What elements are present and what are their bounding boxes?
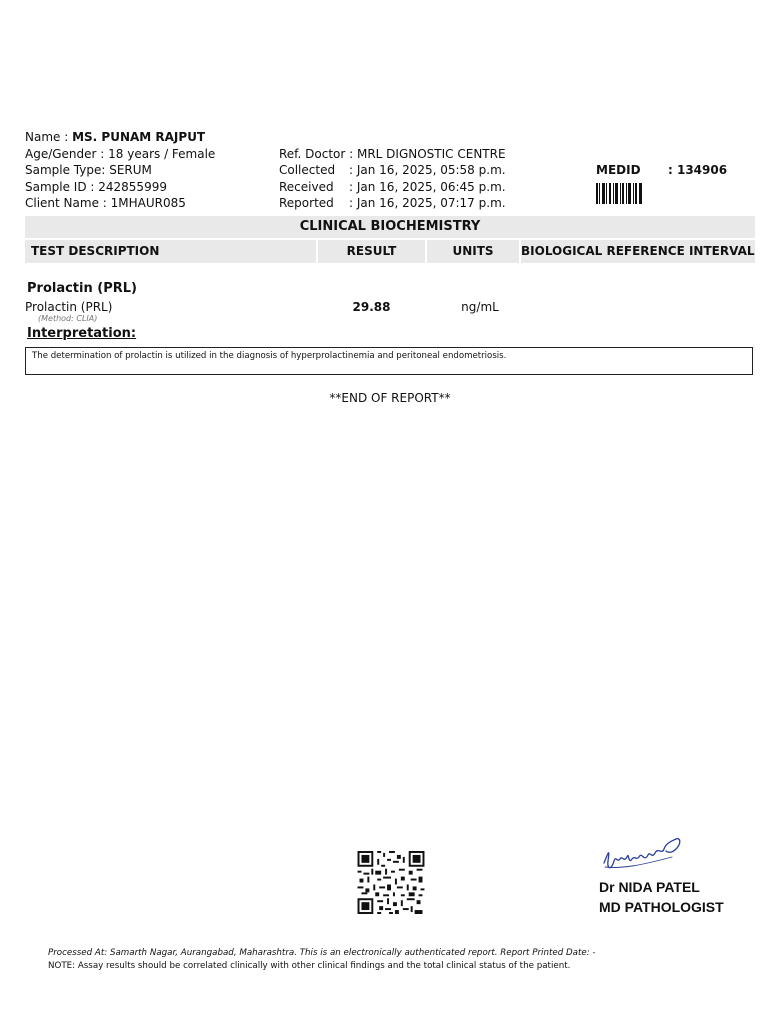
sample-type: Sample Type: SERUM: [25, 163, 152, 177]
test-name: Prolactin (PRL): [25, 300, 113, 314]
signatory-name: Dr NIDA PATEL: [599, 879, 700, 895]
header-test-description: TEST DESCRIPTION: [25, 240, 316, 263]
client-name: Client Name : 1MHAUR085: [25, 196, 186, 210]
end-of-report: **END OF REPORT**: [329, 391, 451, 405]
collected-label: Collected: [279, 163, 336, 177]
sample-id: Sample ID : 242855999: [25, 180, 167, 194]
section-title: CLINICAL BIOCHEMISTRY: [299, 219, 481, 234]
interpretation-box: [25, 347, 753, 375]
reported-row: [279, 196, 506, 210]
medid-label: MEDID: [596, 163, 641, 177]
patient-name-row: [25, 130, 205, 144]
qr-code-icon: [357, 851, 425, 914]
received-row: [279, 180, 506, 194]
patient-name: MS. PUNAM RAJPUT: [72, 130, 206, 144]
medid-value: : 134906: [668, 163, 728, 177]
footer-processed: Processed At: Samarth Nagar, Aurangabad, Maharashtra. This is an electronically authenticated report. Report Printed Date: -: [48, 948, 596, 958]
footer-note: NOTE: Assay results should be correlated clinically with other clinical findings and the total clinical status of the patient.: [48, 961, 571, 971]
test-group-title: Prolactin (PRL): [27, 281, 137, 296]
reported-value: : Jan 16, 2025, 07:17 p.m.: [349, 196, 506, 210]
interpretation-heading: Interpretation:: [27, 326, 137, 341]
test-result: 29.88: [352, 300, 391, 314]
collected-value: : Jan 16, 2025, 05:58 p.m.: [349, 163, 506, 177]
header-units: UNITS: [427, 240, 519, 263]
patient-name-label: Name :: [25, 130, 69, 144]
interpretation-text: The determination of prolactin is utilized in the diagnosis of hyperprolactinemia and peritoneal endometriosis.: [32, 351, 507, 361]
received-label: Received: [279, 180, 334, 194]
signatory-title: MD PATHOLOGIST: [599, 899, 724, 915]
age-gender: Age/Gender : 18 years / Female: [25, 147, 216, 161]
test-method: (Method: CLIA): [38, 314, 98, 323]
header-result: RESULT: [318, 240, 425, 263]
collected-row: [279, 163, 506, 177]
received-value: : Jan 16, 2025, 06:45 p.m.: [349, 180, 506, 194]
header-reference-interval: BIOLOGICAL REFERENCE INTERVAL: [521, 240, 755, 263]
barcode-icon: [596, 183, 642, 204]
reported-label: Reported: [279, 196, 334, 210]
signature-image: [602, 833, 686, 879]
test-units: ng/mL: [461, 300, 499, 314]
ref-doctor: Ref. Doctor : MRL DIGNOSTIC CENTRE: [279, 147, 506, 161]
